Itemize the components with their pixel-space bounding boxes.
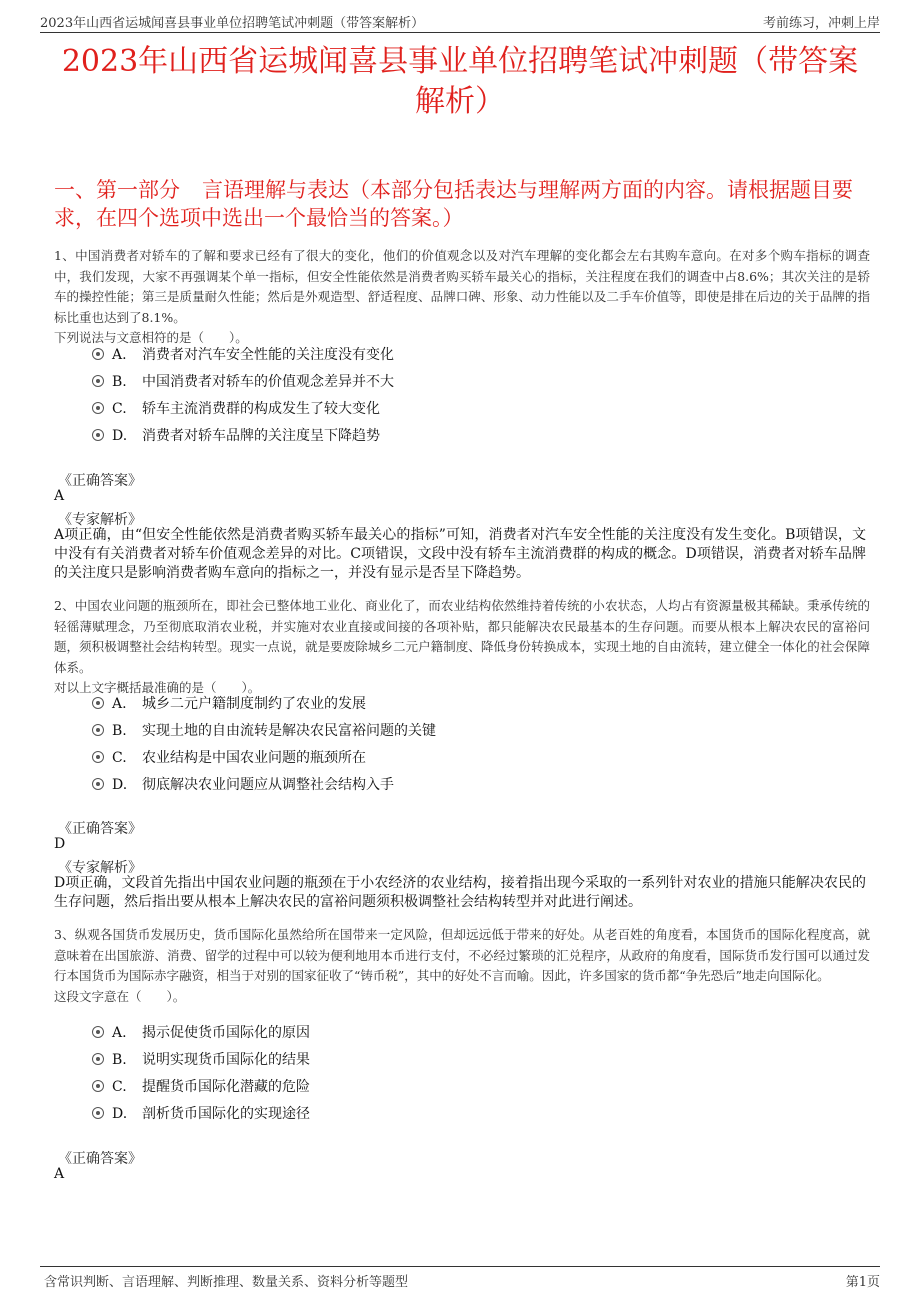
answer-label: 《正确答案》 [58,473,142,489]
question-prompt: 对以上文字概括最准确的是（ ）。 [54,680,261,695]
radio-icon[interactable] [92,1026,104,1038]
correct-answer: D [54,836,66,852]
radio-icon[interactable] [92,348,104,360]
analysis-label: 《专家解析》 [58,512,142,528]
option-b[interactable]: B. 说明实现货币国际化的结果 [92,1047,310,1074]
answer-label: 《正确答案》 [58,821,142,837]
option-a[interactable]: A. 揭示促使货币国际化的原因 [92,1020,310,1047]
option-c[interactable]: C. 提醒货币国际化潜藏的危险 [92,1074,310,1101]
question-stem: 3、纵观各国货币发展历史，货币国际化虽然给所在国带来一定风险，但却远远低于带来的好处。从老百姓的角度看，本国货币的国际化程度高，就意味着在出国旅游、消费、留学的过程中可以较为便利地用本币进行支付，不必经过繁琐的汇兑程序，从政府的角度看，国际货币发行国可以通过发行本国货币为国际赤字融资，相当于对别的国家征收了“铸币税”，其中的好处不言而喻。因此，许多国家的货币都“争先恐后”地走向国际化。 [54,927,870,983]
radio-icon[interactable] [92,751,104,763]
option-list [92,342,394,450]
option-d[interactable]: D. 消费者对轿车品牌的关注度呈下降趋势 [92,423,394,450]
radio-icon[interactable] [92,697,104,709]
option-list [92,691,436,799]
page-footer [40,1266,880,1289]
option-list [92,1020,310,1128]
radio-icon[interactable] [92,1107,104,1119]
option-d[interactable]: D. 彻底解决农业问题应从调整社会结构入手 [92,772,436,799]
radio-icon[interactable] [92,375,104,387]
section-description: 言语理解与表达（本部分包括表达与理解两方面的内容。请根据题目要求，在四个选项中选出一个最恰当的答案。） [54,178,853,230]
analysis-label: 《专家解析》 [58,860,142,876]
header-slogan: 考前练习，冲刺上岸 [762,16,880,31]
page-number: 第1页 [845,1275,880,1290]
option-a[interactable]: A. 城乡二元户籍制度制约了农业的发展 [92,691,436,718]
radio-icon[interactable] [92,724,104,736]
section-heading [54,176,866,232]
question-stem: 1、中国消费者对轿车的了解和要求已经有了很大的变化，他们的价值观念以及对汽车理解的变化都会左右其购车意向。在对多个购车指标的调查中，我们发现，大家不再强调某个单一指标，但安全性能依然是消费者购买轿车最关心的指标，关注程度在我们的调查中占8.6%；其次关注的是轿车的操控性能；第三是质量耐久性能；然后是外观造型、舒适程度、品牌口碑、形象、动力性能以及二手车价值等，即使是排在后边的关于品牌的指标比重也达到了8.1%。 [54,248,870,325]
radio-icon[interactable] [92,402,104,414]
option-a[interactable]: A. 消费者对汽车安全性能的关注度没有变化 [92,342,394,369]
option-c[interactable]: C. 轿车主流消费群的构成发生了较大变化 [92,396,394,423]
page-header [40,10,880,33]
correct-answer: A [54,1166,65,1182]
analysis-text: A项正确，由“但安全性能依然是消费者购买轿车最关心的指标”可知，消费者对汽车安全性能的关注度没有发生变化。B项错误，文中没有有关消费者对轿车价值观念差异的对比。C项错误，文段中没有轿车主流消费群的构成的概念。D项错误，消费者对轿车品牌的关注度只是影响消费者购车意向的指标之一，并没有显示是否呈下降趋势。 [54,527,866,581]
question-1 [54,246,870,349]
question-2 [54,596,870,699]
radio-icon[interactable] [92,429,104,441]
correct-answer: A [54,488,65,504]
section-number: 一、第一部分 [54,178,180,202]
answer-label: 《正确答案》 [58,1151,142,1167]
question-prompt: 下列说法与文意相符的是（ ）。 [54,330,248,345]
question-3 [54,925,870,1007]
radio-icon[interactable] [92,1053,104,1065]
option-c[interactable]: C. 农业结构是中国农业问题的瓶颈所在 [92,745,436,772]
option-d[interactable]: D. 剖析货币国际化的实现途径 [92,1101,310,1128]
footer-note: 含常识判断、言语理解、判断推理、数量关系、资料分析等题型 [44,1275,409,1290]
analysis-text: D项正确，文段首先指出中国农业问题的瓶颈在于小农经济的农业结构，接着指出现今采取的一系列针对农业的措施只能解决农民的生存问题，然后指出要从根本上解决农民的富裕问题须积极调整社会结构转型并对此进行阐述。 [54,875,866,910]
option-b[interactable]: B. 实现土地的自由流转是解决农民富裕问题的关键 [92,718,436,745]
question-prompt: 这段文字意在（ ）。 [54,988,186,1004]
header-doc-title: 2023年山西省运城闻喜县事业单位招聘笔试冲刺题（带答案解析） [40,16,425,31]
question-stem: 2、中国农业问题的瓶颈所在，即社会已整体地工业化、商业化了，而农业结构依然维持着传统的小农状态，人均占有资源量极其稀缺。秉承传统的轻徭薄赋理念，乃至彻底取消农业税，并实施对农业直接或间接的各项补贴，都只能解决农民最基本的生存问题。而要从根本上解决农民的富裕问题，须积极调整社会结构转型。现实一点说，就是要废除城乡二元户籍制度、降低身份转换成本，实现土地的自由流转，建立健全一体化的社会保障体系。 [54,598,870,675]
radio-icon[interactable] [92,1080,104,1092]
option-b[interactable]: B. 中国消费者对轿车的价值观念差异并不大 [92,369,394,396]
page-title: 2023年山西省运城闻喜县事业单位招聘笔试冲刺题（带答案解析） [61,44,859,119]
radio-icon[interactable] [92,778,104,790]
